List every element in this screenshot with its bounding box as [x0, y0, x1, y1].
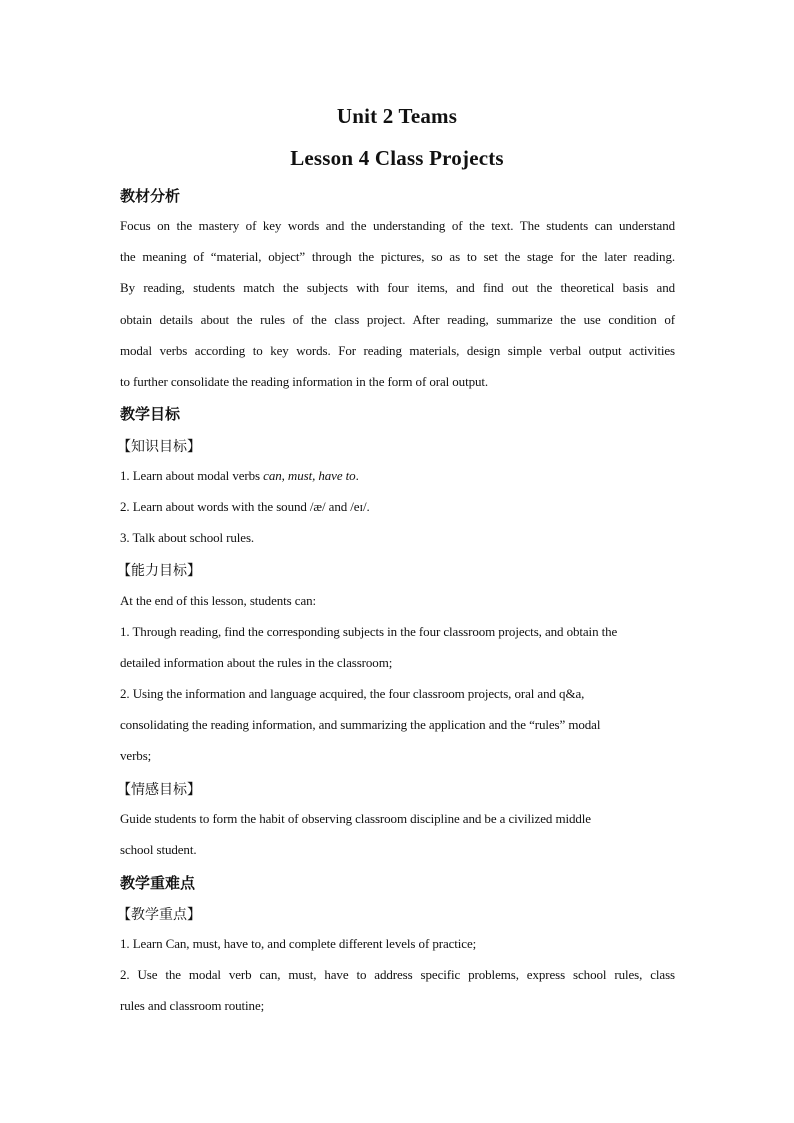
- modal-verbs-italic: can, must, have to: [263, 468, 356, 483]
- focus-item-1: 1. Learn Can, must, have to, and complete different levels of practice;: [120, 936, 477, 951]
- ability-item-1: 1. Through reading, find the corresponding subjects in the four classroom projects, and obtain the: [120, 624, 618, 639]
- emotion-objectives-label: 【情感目标】: [117, 782, 201, 798]
- knowledge-item-1: [120, 468, 359, 484]
- knowledge-item-1-prefix: 1. Learn about modal verbs: [120, 468, 264, 483]
- ability-objectives-label: 【能力目标】: [117, 563, 201, 579]
- ability-intro: At the end of this lesson, students can:: [120, 593, 317, 608]
- lesson-title: Lesson 4 Class Projects: [290, 146, 504, 170]
- emotion-line: Guide students to form the habit of observing classroom discipline and be a civilized middle: [120, 811, 591, 826]
- keypoints-heading: 教学重难点: [120, 874, 196, 892]
- objectives-heading: 教学目标: [120, 405, 181, 423]
- knowledge-item-3: 3. Talk about school rules.: [120, 530, 255, 545]
- analysis-line: Focus on the mastery of key words and the understanding of the text. The students can understand: [120, 218, 675, 233]
- focus-item-2-cont: rules and classroom routine;: [120, 998, 265, 1013]
- analysis-line: to further consolidate the reading information in the form of oral output.: [120, 374, 489, 389]
- knowledge-item-2: 2. Learn about words with the sound /æ/ and /eɪ/.: [120, 499, 370, 514]
- knowledge-item-1-suffix: .: [355, 468, 359, 483]
- knowledge-objectives-label: 【知识目标】: [117, 439, 201, 455]
- analysis-heading: 教材分析: [120, 187, 181, 205]
- analysis-line: obtain details about the rules of the class project. After reading, summarize the use condition of: [120, 312, 675, 327]
- analysis-line: the meaning of “material, object” through the pictures, so as to set the stage for the later reading.: [120, 249, 675, 264]
- ability-item-2-cont: consolidating the reading information, and summarizing the application and the “rules” modal: [120, 717, 601, 732]
- analysis-line: modal verbs according to key words. For reading materials, design simple verbal output activities: [120, 343, 675, 358]
- teaching-focus-label: 【教学重点】: [117, 907, 201, 923]
- focus-item-2: 2. Use the modal verb can, must, have to address specific problems, express school rules, class: [120, 967, 675, 982]
- ability-item-2: 2. Using the information and language acquired, the four classroom projects, oral and q&a,: [120, 686, 585, 701]
- ability-item-2-cont: verbs;: [120, 748, 152, 763]
- unit-title: Unit 2 Teams: [336, 104, 458, 128]
- ability-item-1-cont: detailed information about the rules in the classroom;: [120, 655, 393, 670]
- emotion-line: school student.: [120, 842, 197, 857]
- analysis-line: By reading, students match the subjects with four items, and find out the theoretical basis and: [120, 280, 675, 295]
